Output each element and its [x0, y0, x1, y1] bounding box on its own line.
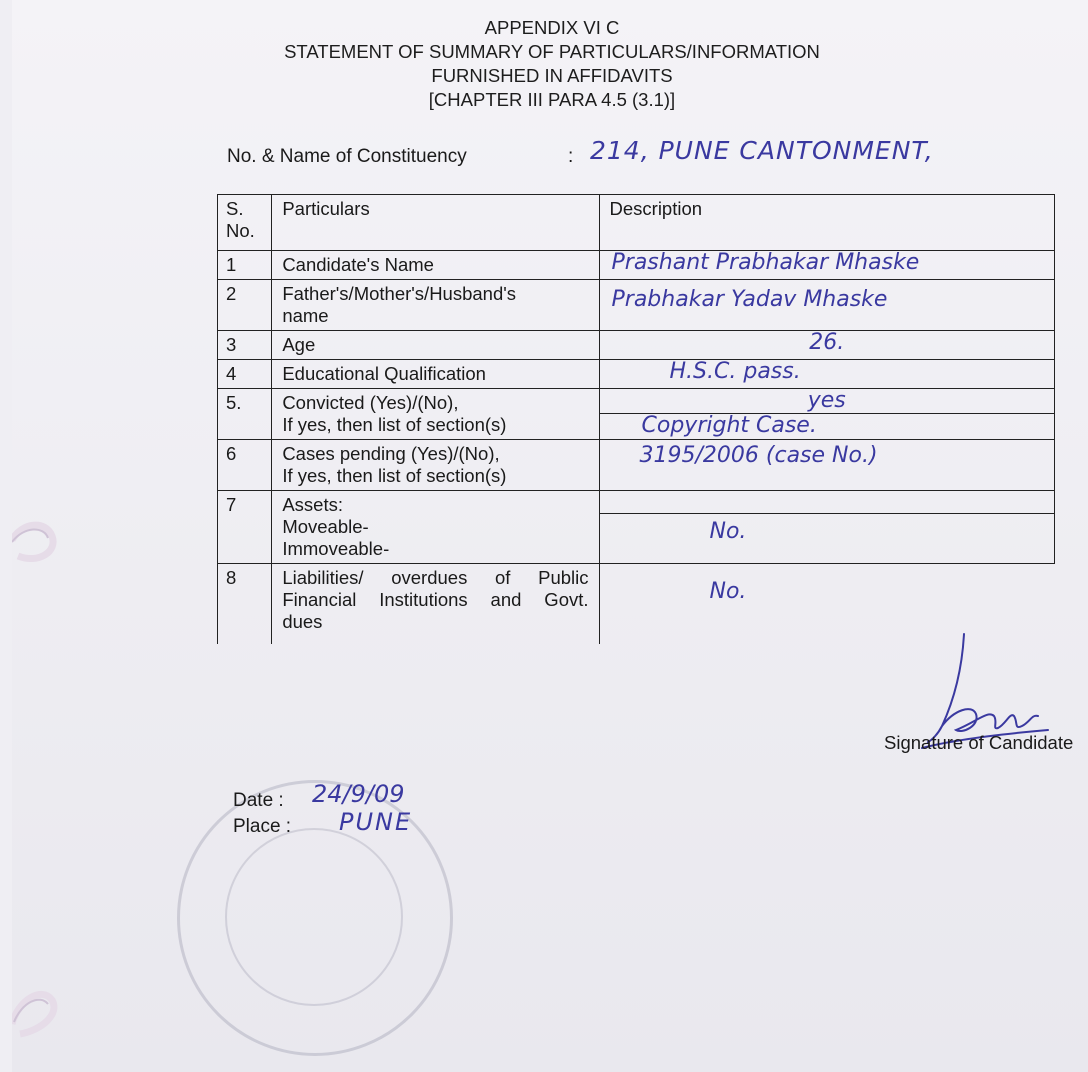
row-particulars-line: name: [282, 305, 329, 326]
signature-label: Signature of Candidate: [884, 732, 1074, 753]
row-description: 3195/2006 (case No.): [599, 440, 1054, 491]
row-particulars-line: Assets:: [282, 494, 343, 515]
row-particulars-line: Liabilities/ overdues of Public: [282, 567, 589, 588]
row-description: H.S.C. pass.: [599, 360, 1054, 389]
table-row: [218, 331, 1055, 360]
particulars-table: [217, 194, 1055, 644]
table-row: [218, 389, 1055, 440]
table-row: [218, 280, 1055, 331]
row-number: 2: [218, 280, 272, 331]
row-number: 1: [218, 251, 272, 280]
row-number: 8: [218, 564, 272, 644]
row-particulars-line: Convicted (Yes)/(No),: [282, 392, 459, 413]
constituency-separator: :: [568, 146, 574, 167]
date-label: Date :: [233, 790, 284, 811]
row-particulars: Educational Qualification: [272, 360, 599, 389]
row-description: No.: [599, 564, 1054, 644]
constituency-value: 214, PUNE CANTONMENT,: [590, 136, 934, 165]
row-description-line: No.: [709, 519, 747, 544]
row-particulars-line: Father's/Mother's/Husband's: [282, 283, 517, 304]
row-number: 5.: [218, 389, 272, 440]
row-particulars-line: If yes, then list of section(s): [282, 465, 507, 486]
row-description: Prashant Prabhakar Mhaske: [599, 251, 1054, 280]
row-particulars: [272, 491, 599, 564]
row-number: 4: [218, 360, 272, 389]
header-description: Description: [599, 195, 1054, 251]
table-row: [218, 440, 1055, 491]
row-description: [599, 389, 1054, 440]
binder-string-hole: [12, 512, 64, 572]
constituency-label: No. & Name of Constituency: [227, 146, 467, 167]
row-description-line: Copyright Case.: [641, 413, 817, 438]
row-particulars-line: Moveable-: [282, 516, 369, 537]
document-page: [12, 0, 1088, 1072]
row-description: Prabhakar Yadav Mhaske: [599, 280, 1054, 331]
table-header-row: [218, 195, 1055, 251]
row-particulars: [272, 389, 599, 440]
row-particulars-line: If yes, then list of section(s): [282, 414, 507, 435]
table-row: [218, 251, 1055, 280]
row-description: 26.: [599, 331, 1054, 360]
statement-subtitle: FURNISHED IN AFFIDAVITS: [431, 65, 673, 86]
row-description: [599, 491, 1054, 564]
statement-title: STATEMENT OF SUMMARY OF PARTICULARS/INFORMATION: [284, 41, 820, 62]
place-label: Place :: [233, 816, 292, 837]
row-description-line: yes: [600, 389, 1054, 414]
date-value: 24/9/09: [312, 780, 405, 808]
binder-string-hole: [12, 980, 64, 1040]
row-particulars: Candidate's Name: [272, 251, 599, 280]
row-description-divider: [600, 491, 1054, 514]
row-particulars: [272, 564, 599, 644]
row-particulars-line: Immoveable-: [282, 538, 390, 559]
row-particulars: [272, 440, 599, 491]
place-value: PUNE: [339, 808, 413, 836]
row-particulars-line: Cases pending (Yes)/(No),: [282, 443, 500, 464]
row-number: 7: [218, 491, 272, 564]
table-row: [218, 360, 1055, 389]
chapter-reference: [CHAPTER III PARA 4.5 (3.1)]: [428, 89, 676, 110]
row-number: 6: [218, 440, 272, 491]
row-particulars-line: Financial Institutions and Govt.: [282, 589, 589, 610]
header-particulars: Particulars: [272, 195, 599, 251]
table-row: [218, 491, 1055, 564]
row-particulars-line: dues: [282, 611, 323, 632]
document-heading: [282, 16, 822, 112]
header-sno: S. No.: [218, 195, 272, 251]
row-number: 3: [218, 331, 272, 360]
row-particulars: [272, 280, 599, 331]
appendix-title: APPENDIX VI C: [484, 17, 620, 38]
row-particulars: Age: [272, 331, 599, 360]
